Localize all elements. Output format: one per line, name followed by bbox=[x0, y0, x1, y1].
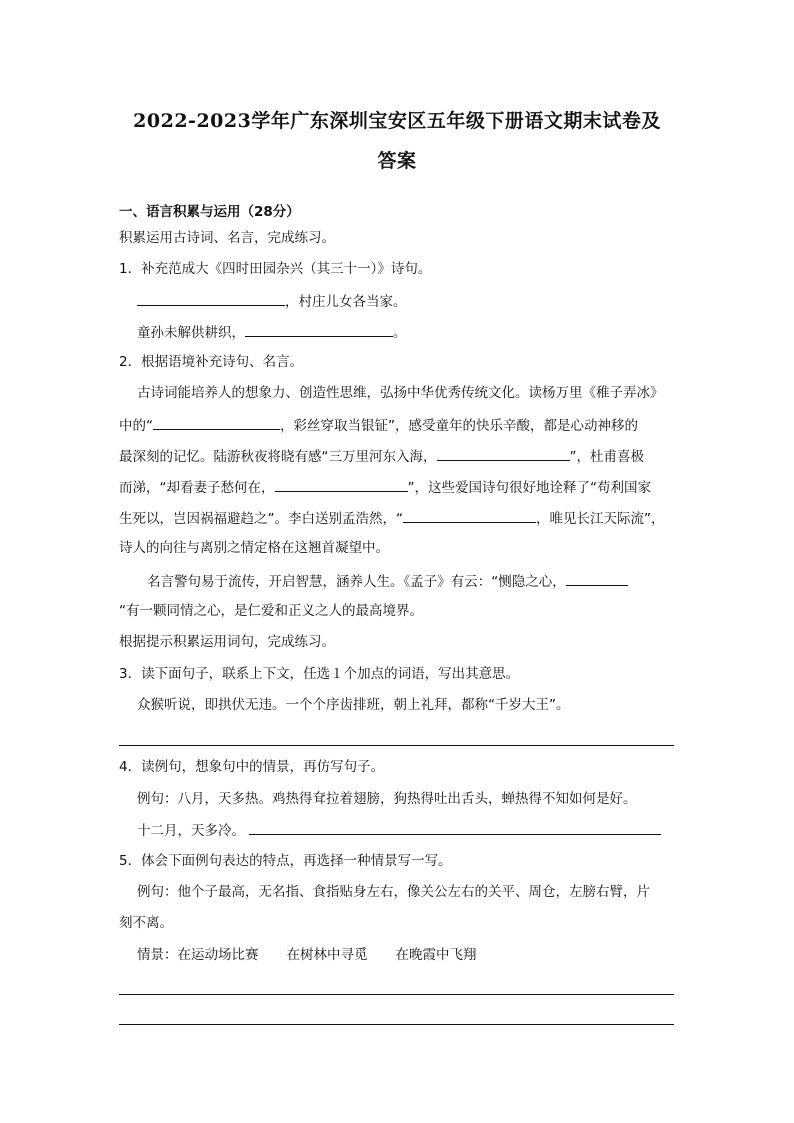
q2-text: ，唯见长江天际流”， bbox=[536, 511, 665, 527]
q5-example-1: 例句：他个子最高，无名指、食指贴身左右，像关公左右的关平、周仓，左膀右臂，片 bbox=[137, 884, 650, 900]
q5-answer-line-1[interactable] bbox=[119, 994, 674, 995]
q4-text: 十二月，天多冷。 bbox=[137, 823, 245, 839]
q5-example-2: 刻不离。 bbox=[119, 915, 173, 931]
q2-p6: 诗人的向往与离别之情定格在这翘首凝望中。 bbox=[119, 540, 389, 556]
scene-1: 情景：在运动场比赛 bbox=[137, 947, 259, 963]
q2-blank-5[interactable] bbox=[566, 571, 628, 586]
scene-3: 在晚霞中飞翔 bbox=[395, 947, 477, 963]
q1-text: 童孙未解供耕织， bbox=[137, 325, 245, 341]
scene-2: 在树林中寻觅 bbox=[286, 947, 368, 963]
q5-prompt: 5．体会下面例句表达的特点，再选择一种情景写一写。 bbox=[119, 853, 452, 869]
q2-text: 名言警句易于流传，开启智慧，涵养人生。《孟子》有云：“恻隐之心， bbox=[147, 574, 566, 590]
section-intro: 积累运用古诗词、名言，完成练习。 bbox=[119, 230, 335, 246]
q3-sentence: 众猴听说，即拱伏无违。一个个序齿排班，朝上礼拜，都称“千岁大王”。 bbox=[137, 697, 570, 713]
q2-blank-2[interactable] bbox=[437, 446, 570, 461]
q2-text: 生死以，岂因祸福避趋之”。李白送别孟浩然，“ bbox=[119, 511, 403, 527]
q2-text: 而涕，“却看妻子愁何在， bbox=[119, 480, 275, 496]
q2-prompt: 2．根据语境补充诗句、名言。 bbox=[119, 354, 304, 370]
q4-example: 例句：八月，天多热。鸡热得耷拉着翅膀，狗热得吐出舌头，蝉热得不知如何是好。 bbox=[137, 791, 637, 807]
q2-blank-3[interactable] bbox=[275, 477, 408, 492]
q1-text: ，村庄儿女各当家。 bbox=[285, 294, 407, 310]
q5-scenes bbox=[137, 946, 477, 964]
q1-blank-2[interactable] bbox=[245, 322, 393, 337]
q4-blank[interactable] bbox=[249, 820, 661, 835]
q2-p1: 古诗词能培养人的想象力、创造性思维，弘扬中华优秀传统文化。读杨万里《稚子弄冰》 bbox=[137, 385, 664, 401]
document-title-line2: 答案 bbox=[377, 150, 417, 172]
q2-p8: “有一颗同情之心，是仁爱和正义之人的最高境界。 bbox=[119, 603, 423, 619]
q1-line1 bbox=[137, 291, 407, 311]
q5-answer-line-2[interactable] bbox=[119, 1024, 674, 1025]
q2-p5 bbox=[119, 508, 665, 528]
q2-text: ”，这些爱国诗句很好地诠释了“苟利国家 bbox=[407, 480, 651, 496]
section-heading: 一、语言积累与运用（28分） bbox=[119, 204, 300, 220]
q2-p7 bbox=[147, 571, 628, 591]
q2-p4 bbox=[119, 477, 651, 497]
q1-blank-1[interactable] bbox=[137, 291, 285, 306]
q2-blank-1[interactable] bbox=[153, 415, 280, 430]
q2-p2 bbox=[119, 415, 638, 435]
document-title-line1: 2022-2023学年广东深圳宝安区五年级下册语文期末试卷及 bbox=[133, 110, 661, 132]
q2-blank-4[interactable] bbox=[403, 508, 536, 523]
q2-text: 中的“ bbox=[119, 418, 153, 434]
q1-prompt: 1．补充范成大《四时田园杂兴（其三十一）》诗句。 bbox=[119, 261, 432, 277]
q1-line2 bbox=[137, 322, 407, 342]
hint-text: 根据提示积累运用词句，完成练习。 bbox=[119, 634, 335, 650]
q3-answer-line[interactable] bbox=[119, 745, 674, 746]
q1-text: 。 bbox=[393, 325, 407, 341]
q2-text: ”，杜甫喜极 bbox=[569, 449, 644, 465]
q4-prompt: 4．读例句，想象句中的情景，再仿写句子。 bbox=[119, 759, 385, 775]
q2-text: 最深刻的记忆。陆游秋夜将晓有感“三万里河东入海， bbox=[119, 449, 437, 465]
q4-answer bbox=[137, 820, 661, 840]
q3-prompt: 3．读下面句子，联系上下文，任选１个加点的词语，写出其意思。 bbox=[119, 666, 520, 682]
q2-p3 bbox=[119, 446, 644, 466]
q2-text: ，彩丝穿取当银钲”，感受童年的快乐辛酸，都是心动神移的 bbox=[280, 418, 638, 434]
